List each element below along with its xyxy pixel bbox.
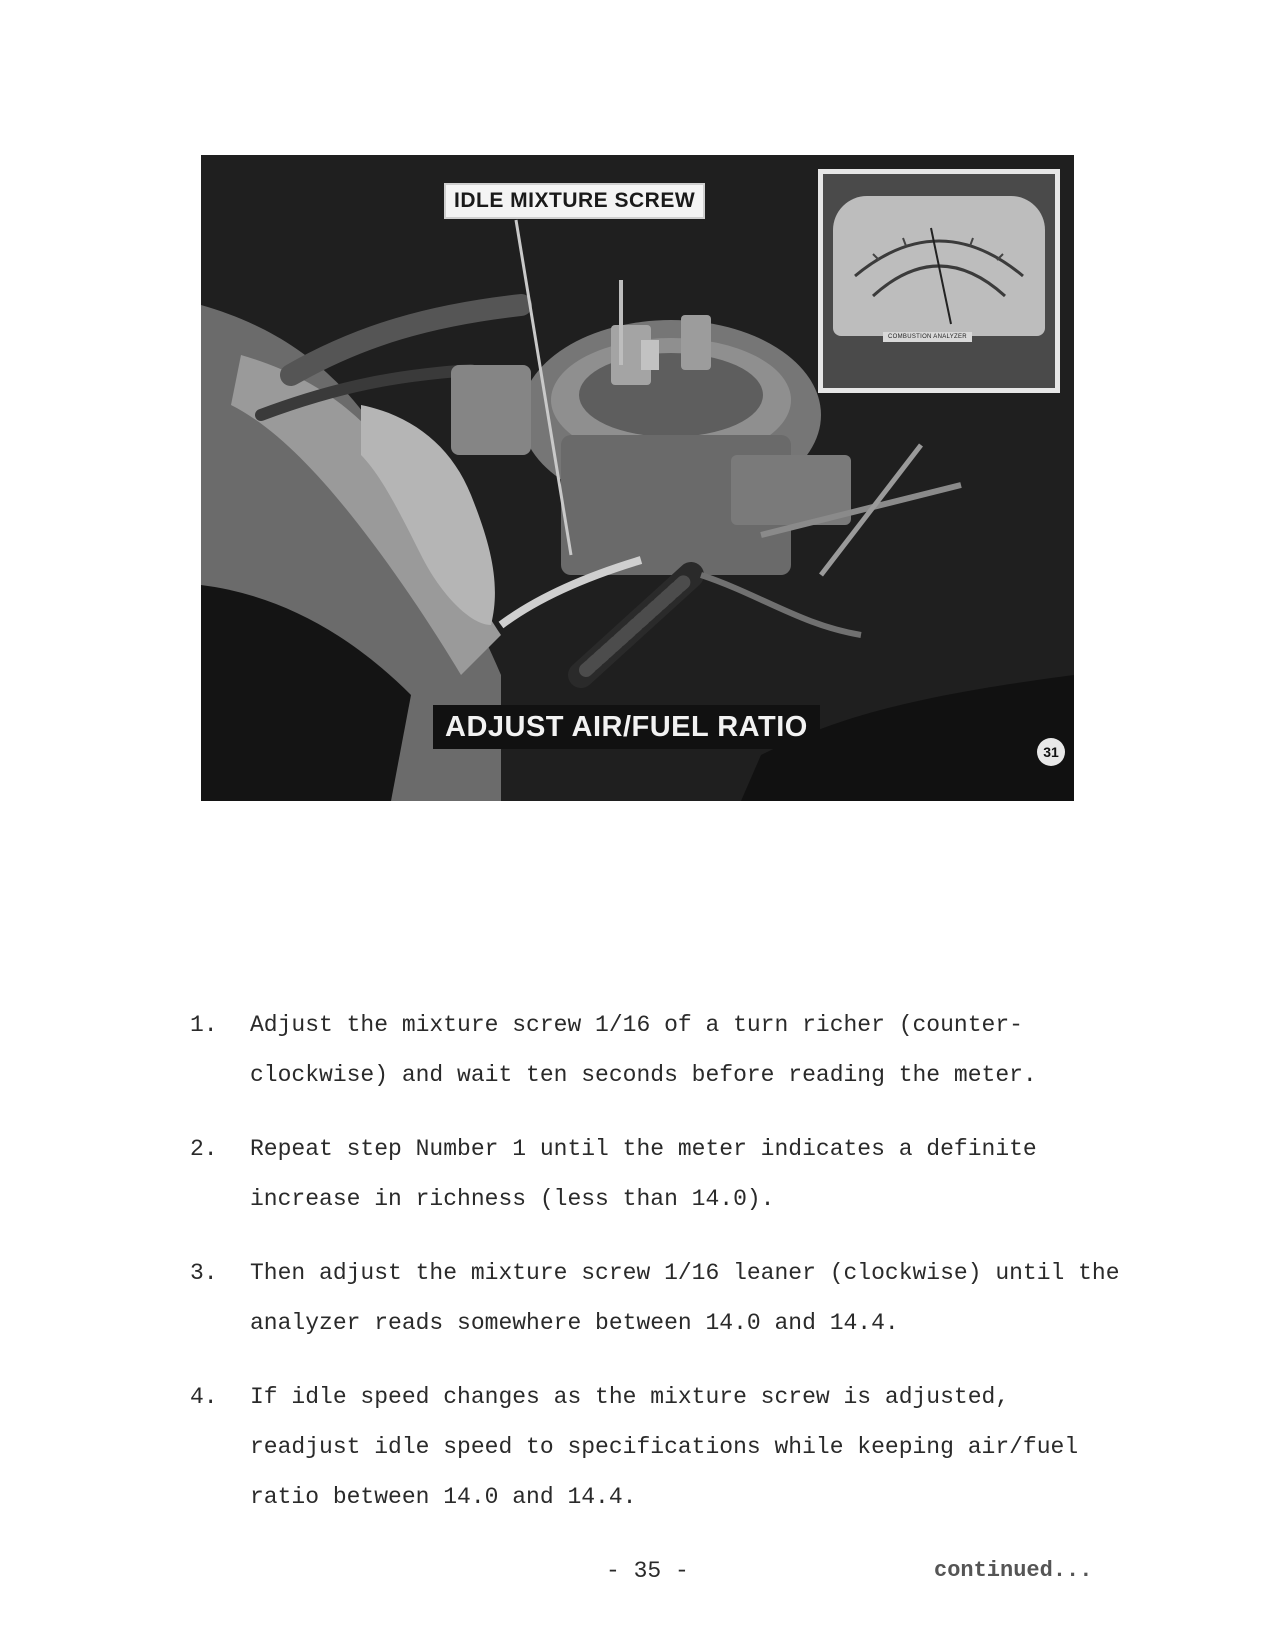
meter-label: COMBUSTION ANALYZER [883, 332, 972, 342]
idle-mixture-screw-callout: IDLE MIXTURE SCREW [444, 183, 705, 219]
step-number: 2. [190, 1136, 218, 1162]
step-text: Then adjust the mixture screw 1/16 leaner (clockwise) until the analyzer reads somewhere between 14.0 and 14.4. [250, 1260, 1120, 1336]
step-text: Repeat step Number 1 until the meter indicates a definite increase in richness (less than 14.0). [250, 1136, 1037, 1212]
step-text: If idle speed changes as the mixture screw is adjusted, readjust idle speed to specifications while keeping air/fuel ratio between 14.0 and 14.4. [250, 1384, 1079, 1510]
step-number: 4. [190, 1384, 218, 1410]
step-number: 1. [190, 1012, 218, 1038]
continued-label: continued... [934, 1558, 1093, 1583]
slide-number-badge: 31 [1037, 738, 1065, 766]
step-text: Adjust the mixture screw 1/16 of a turn richer (counter-clockwise) and wait ten seconds before reading the meter. [250, 1012, 1037, 1088]
page-number: - 35 - [606, 1558, 689, 1584]
photo-caption: ADJUST AIR/FUEL RATIO [433, 705, 820, 749]
step-number: 3. [190, 1260, 218, 1286]
